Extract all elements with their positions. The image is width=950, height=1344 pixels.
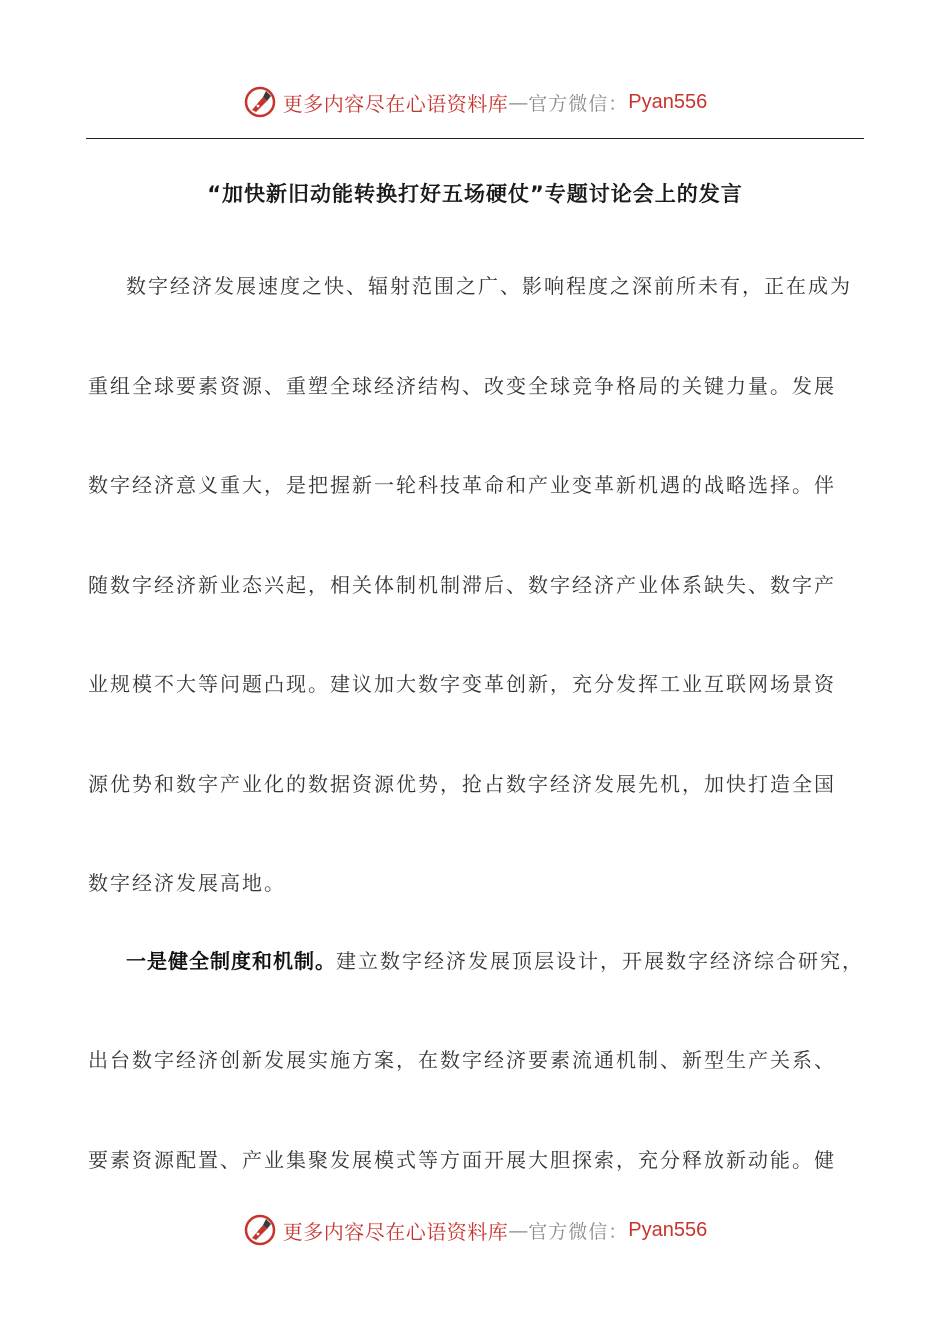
document-title: “加快新旧动能转换打好五场硬仗”专题讨论会上的发言 bbox=[207, 182, 743, 206]
paragraph-line: 数字经济发展速度之快、辐射范围之广、影响程度之深前所未有，正在成为 bbox=[126, 274, 852, 298]
watermark-dash: — bbox=[508, 90, 529, 114]
header-watermark bbox=[0, 82, 950, 122]
paragraph-line: 数字经济发展高地。 bbox=[88, 871, 286, 895]
paragraph-line: 重组全球要素资源、重塑全球经济结构、改变全球竞争格局的关键力量。发展 bbox=[88, 374, 836, 398]
watermark-text: 更多内容尽在心语资料库 bbox=[282, 1219, 509, 1244]
paragraph-line: 出台数字经济创新发展实施方案，在数字经济要素流通机制、新型生产关系、 bbox=[88, 1048, 836, 1072]
point-one-line bbox=[126, 947, 864, 975]
paragraph-line: 业规模不大等问题凸现。建议加大数字变革创新，充分发挥工业互联网场景资 bbox=[88, 672, 836, 696]
pen-nib-logo-icon bbox=[243, 1213, 277, 1247]
watermark-official-label: 官方微信： bbox=[528, 92, 629, 115]
paragraph-line: 要素资源配置、产业集聚发展模式等方面开展大胆探索，充分释放新动能。健 bbox=[88, 1148, 836, 1172]
paragraph-line: 源优势和数字产业化的数据资源优势，抢占数字经济发展先机，加快打造全国 bbox=[88, 772, 836, 796]
point-one-text: 建立数字经济发展顶层设计，开展数字经济综合研究， bbox=[336, 949, 864, 973]
paragraph-line: 随数字经济新业态兴起，相关体制机制滞后、数字经济产业体系缺失、数字产 bbox=[88, 573, 836, 597]
watermark-text: 更多内容尽在心语资料库 bbox=[282, 91, 509, 116]
footer-watermark bbox=[0, 1210, 950, 1250]
watermark-dash: — bbox=[508, 1218, 529, 1242]
watermark-official-label: 官方微信： bbox=[528, 1220, 629, 1243]
pen-nib-logo-icon bbox=[243, 85, 277, 119]
watermark-wechat-id: Pyan556 bbox=[628, 1218, 708, 1241]
point-one-heading: 一是健全制度和机制。 bbox=[126, 949, 336, 973]
watermark-wechat-id: Pyan556 bbox=[628, 90, 708, 113]
paragraph-line: 数字经济意义重大，是把握新一轮科技革命和产业变革新机遇的战略选择。伴 bbox=[88, 473, 836, 497]
header-divider bbox=[86, 138, 864, 139]
